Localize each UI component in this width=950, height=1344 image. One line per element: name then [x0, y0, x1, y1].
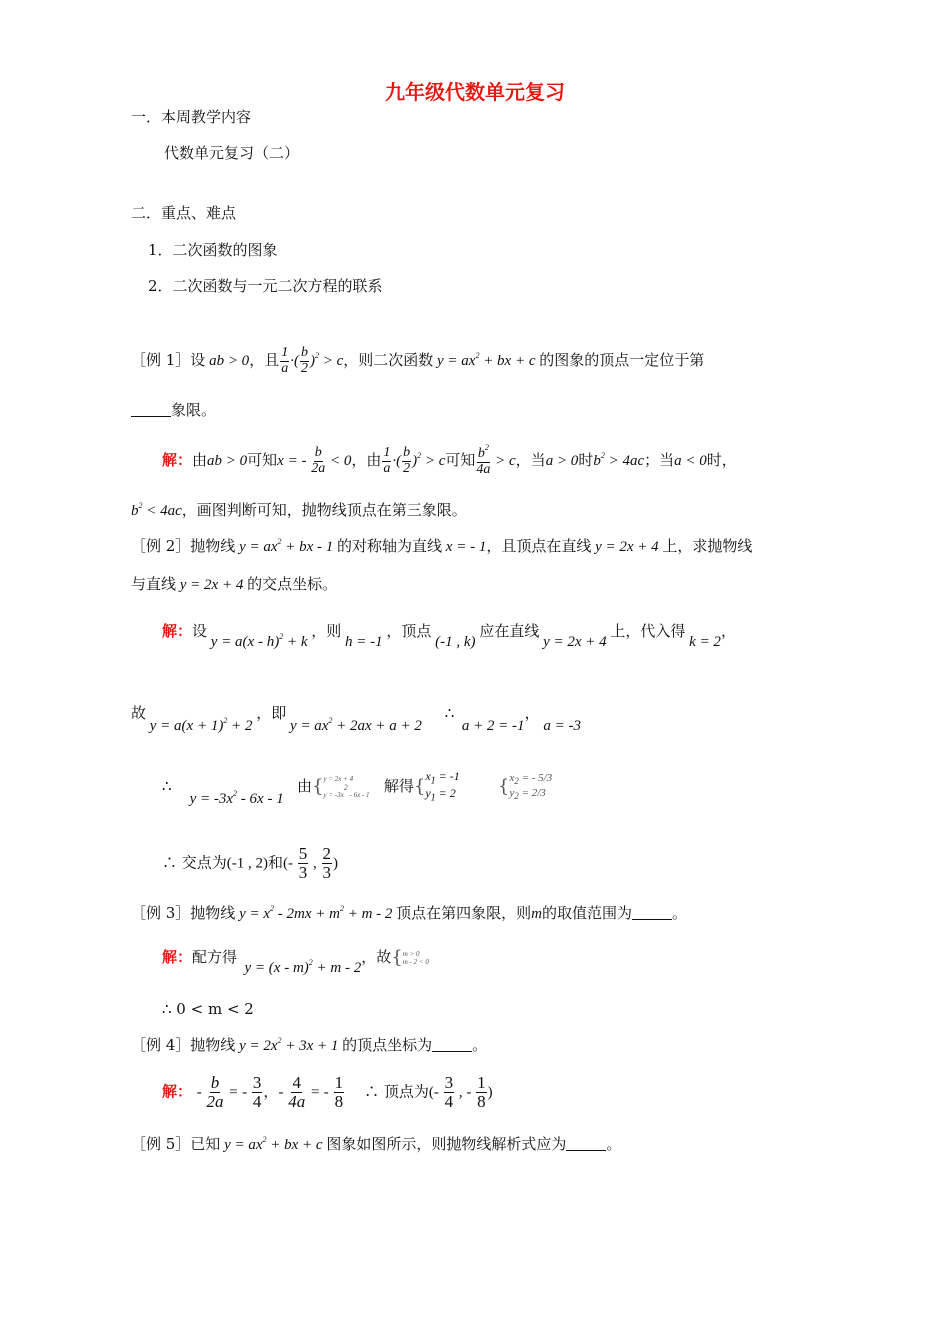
example-2-intersection: ∴ 交点为(-1 , 2)和(- $\frac{5}{3}$ , $\frac{2}{3}$ ) [162, 844, 339, 882]
example-3-question: ［例 3］抛物线 $y = x^2 - 2mx + m^2 + m - 2$ 顶点在第四象限，则m的取值范围为 。 [131, 904, 688, 922]
section-2-heading: 二．重点、难点 [131, 204, 237, 222]
example-3-solution: 解：配方得 y = (x - m)$^2$ + m - 2，故{m > 0 m - 2 < 0 [162, 947, 429, 976]
key-point-2: 2．二次函数与一元二次方程的联系 [148, 277, 383, 295]
section-1-content: 代数单元复习（二） [164, 144, 300, 162]
example-1-line2: 象限。 [131, 402, 216, 418]
example-1-solution: 解：由ab > 0可知x = - $\frac{b}{2a}$ < 0，由 $\frac{1}{a}$ ·( $\frac{b}{2}$ )$^2$ > c可知 $\frac{b^2}{4a}$ > c，当a > 0时$b^2 > 4ac$；当a < 0时， [162, 443, 737, 477]
answer-blank[interactable] [566, 1136, 606, 1151]
example-5-question: ［例 5］已知 $y = ax^2$ + bx + c 图象如图所示，则抛物线解析式应为 。 [131, 1135, 622, 1153]
example-1-label: ［例 1］设 [131, 351, 206, 369]
key-point-1: 1．二次函数的图象 [148, 241, 278, 259]
example-1-solution-line2: $b^2 < 4ac$，画图判断可知，抛物线顶点在第三象限。 [131, 501, 467, 519]
example-4-question: ［例 4］抛物线 $y = 2x^2 + 3x + 1$ 的顶点坐标为 。 [131, 1036, 488, 1054]
example-3-answer: ∴ 0 < m < 2 [162, 1000, 254, 1018]
section-1-heading: 一．本周教学内容 [131, 108, 252, 126]
example-2-solution: 解：设 y = a(x - h)$^2$ + k ，则 h = -1 ，顶点 (-1 , k) 应在直线 y = 2x + 4 上，代入得 k = 2， [162, 622, 736, 650]
example-2-step3: ∴ $y = -3x^2 - 6x - 1$ 由{y = 2x + 4 y = -3x2 - 6x - 1 解得{$x_1 = -1$ $y_1 = 2$ {$x_2$ = - 5/3 $y_2 = 2/3$ [162, 769, 553, 807]
example-1-question: ［例 1］设 ab > 0，且 $\frac{1}{a}$ ·( $\frac{b}{2}$ )$^2$ > c，则二次函数 $y = ax^2$ + bx + c 的图象的顶点一定位于第 [131, 344, 705, 376]
example-2-question-line2: 与直线 y = 2x + 4 的交点坐标。 [131, 575, 338, 593]
example-4-solution: 解： - $\frac{b}{2a}$ = - $\frac{3}{4}$ ，- $\frac{4}{4a}$ = - $\frac{1}{8}$ ∴ 顶点为(- $\frac{3}{4}$ , - $\frac{1}{8}$ ) [162, 1073, 493, 1111]
example-2-question: ［例 2］抛物线 $y = ax^2$ + bx - 1 的对称轴为直线 x = - 1，且顶点在直线 y = 2x + 4 上，求抛物线 [131, 537, 753, 555]
answer-blank[interactable] [632, 905, 672, 920]
example-2-step2: 故 $y = a(x + 1)^2 + 2$ ，即 $y = ax^2 + 2ax + a + 2$ ∴ a + 2 = -1， a = -3 [131, 704, 581, 734]
answer-blank[interactable] [131, 402, 171, 417]
page-title: 九年级代数单元复习 [385, 80, 565, 104]
answer-blank[interactable] [432, 1037, 472, 1052]
